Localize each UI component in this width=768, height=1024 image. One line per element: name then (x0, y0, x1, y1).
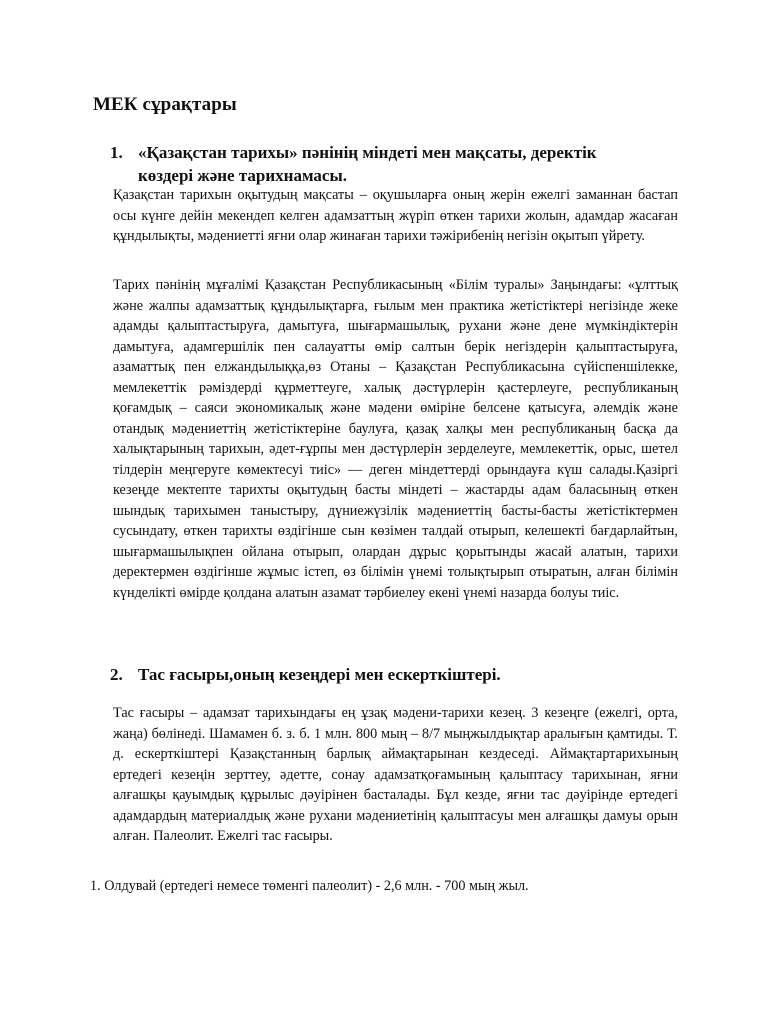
section-heading-2 (110, 663, 670, 686)
section-heading-text: «Қазақстан тарихы» пәнінің міндеті мен мақсаты, деректік (138, 143, 597, 162)
section-heading-text: Тас ғасыры,оның кезеңдері мен ескерткіштері. (138, 665, 501, 684)
page-title: МЕК сұрақтары (93, 94, 237, 115)
paragraph: Тарих пәнінің мұғалімі Қазақстан Республикасының «Білім туралы» Заңындағы: «ұлттық және жалпы адамзаттық құндылықтарға, ғылым мен практика жетістіктері негізінде жеке адамды қалыптастыруға, дамытуға, шығармашылық, рухани және дене мүмкіндіктерін дамытуға, адамгершілік пен салауатты өмір салтын берік негіздерін қалыптастыруға, азаматтық пен елжандылыққа,өз Отаны – Қазақстан Республикасына сүйіспеншілекке, мемлекеттік рәміздерді құрметтеуге, халық дәстүрлерін қастерлеуге, республиканың қоғамдық – саяси экономикалық және мәдени өміріне белсене қатысуға, әлемдік және отандық мәдениеттің жетістіктеріне баулуға, қазақ халқы мен республиканың басқа да халықтарының тарихын, әдет-ғұрпы мен дәстүрлерін зерделеуге, мемлекеттік, орыс, шетел тілдерін меңгеруге көмектесуі тиіс» — деген міндеттерді орындауға күш салады.Қазіргі кезеңде мектепте тарихты оқытудың басты міндеті – жастарды адам баласының өткен шындық тарихымен таныстыру, дүниежүзілік мәдениеттің басты-басты жетістіктермен сусындату, өткен тарихты өздігінше сын көзімен талдай отырып, келешекті бағдарлайтын, шығармашылықпен ойлана отырып, олардан дұрыс қорытынды жасай алатын, тарихи деректермен өздігінше жұмыс істеп, өз білімін үнемі толықтырып отыратын, алған білімін күнделікті өмірде қолдана алатын азамат тәрбиелеу екені үнемі назарда болуы тиіс. (113, 277, 678, 601)
paragraph: Тас ғасыры – адамзат тарихындағы ең ұзақ мәдени-тарихи кезең. 3 кезеңге (ежелгі, орта, жаңа) бөлінеді. Шамамен б. з. б. 1 млн. 800 мың – 8/7 мыңжылдықтар аралығын қамтиды. Т. д. ескерткіштері Қазақстанның барлық аймақтарынан кездеседі. Аймақтартарихының ертедегі кезеңін зерттеу, әдетте, сонау адамзатқоғамының қалыптасу тарихынан, яғни алғашқы қауымдық құрылыс дәуірінен басталады. Бұл кезде, яғни тас дәуірінде ертедегі адамдардың материалдық және рухани мәдениетінің қалыптасуы мен алғашқы дамуы орын алған. Палеолит. Ежелгі тас ғасыры. (113, 705, 678, 844)
section-number: 2. (110, 665, 123, 684)
list-item: 1. Олдувай (ертедегі немесе төменгі палеолит) - 2,6 млн. - 700 мың жыл. (90, 878, 529, 894)
section-heading-text-continued: көздері және тарихнамасы. (138, 166, 347, 185)
section-number: 1. (110, 143, 123, 162)
paragraph: Қазақстан тарихын оқытудың мақсаты – оқушыларға оның жерін ежелгі заманнан бастап осы күнге дейін мекендеп келген адамзаттың жүріп өткен тарихи жолын, адамдар жасаған құндылықты, мәдениетті яғни олар жинаған тарихи тәжірибенің негізін оқытып үйрету. (113, 187, 678, 244)
section-heading-1 (110, 141, 670, 187)
